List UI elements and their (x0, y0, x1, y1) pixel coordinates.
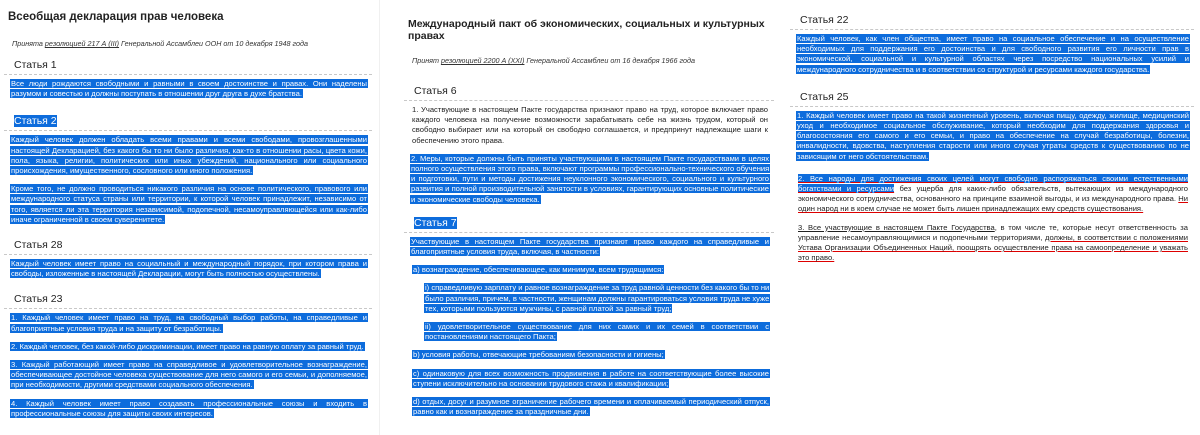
article-28-text (10, 259, 368, 279)
article-2-heading (4, 113, 372, 131)
adopted-prefix: Принят (412, 56, 441, 65)
article-7-item-c-selection[interactable]: c) одинаковую для всех возможность продвижения в работе на соответствующие более высокие ступени исключительно на основании трудового стажа и квалификации; (413, 368, 769, 388)
article-1-heading (4, 57, 372, 75)
para-3-underlined-start: 3. Все участвующие в настоящем Пакте Государства (798, 222, 995, 232)
article-6-para-1: 1. Участвующие в настоящем Пакте государства признают право на труд, которое включает право каждого человека на получение возможности зарабатывать себе на жизнь трудом, который он свободно выбирает или на который он свободно соглашается, и предпринут надлежащие шаги к обеспечению этого права. (412, 105, 768, 145)
article-23-para-3-selection[interactable]: 3. Каждый работающий имеет право на справедливое и удовлетворительное вознаграждение, обеспечивающее достойное человека существование для него самого и его семьи, и дополняемое, при необходимости, другими средствами социального обеспечения. (11, 360, 367, 390)
article-7-item-a-i-selection[interactable]: i) справедливую зарплату и равное вознаграждение за труд равной ценности без какого бы то ни было различия, причем, в частности, женщинам должны гарантироваться условия труда не хуже тех, которыми пользуются мужчины, с равной платой за равный труд; (425, 283, 770, 313)
article-23-heading (4, 291, 372, 309)
article-6-para-2-selection[interactable]: 2. Меры, которые должны быть приняты участвующими в настоящем Пакте государствами в целях полного осуществления этого права, включают программы профессионально-технического обучения и подготовки, пути и методы достижения неуклонного экономического, социального и культурного развития и полной производительной занятости в условиях, гарантирующих основные политические и экономические свободы человека. (411, 153, 770, 204)
article-22-heading (790, 12, 1194, 30)
para-3-red-must: должны (1045, 232, 1073, 242)
article-28-heading-text: Статья 28 (14, 239, 63, 252)
adopted-suffix: Генеральной Ассамблеи ООН от 10 декабря 1948 года (119, 39, 308, 48)
article-6-para-2 (410, 154, 770, 205)
resolution-link[interactable]: резолюцией 217 А (III) (44, 39, 120, 48)
para-2-underlined: Ни один народ ни в коем случае не может быть лишен принадлежащих ему средств существования. (798, 194, 1188, 214)
article-2-heading-text[interactable]: Статья 2 (14, 115, 57, 128)
article-2-para-2-selection[interactable]: Кроме того, не должно проводиться никакого различия на основе политического, правового или международного статуса страны или территории, к которой человек принадлежит, независимо от того, является ли эта территория независимой, подопечной, несамоуправляющейся или как-либо иначе ограниченной в своем суверенитете. (11, 184, 367, 224)
udhr-title: Всеобщая декларация прав человека (8, 11, 224, 23)
article-2-para-1-selection[interactable]: Каждый человек должен обладать всеми правами и всеми свободами, провозглашенными настоящей Декларацией, без какого бы то ни было различия, как-то в отношении расы, цвета кожи, пола, языка, религии, политических или иных убеждений, национального или социального происхождения, имущественного, сословного или иного положения. (11, 135, 367, 176)
icescr-panel (400, 0, 780, 435)
adopted-prefix: Принята (12, 39, 45, 48)
article-1-selection[interactable]: Все люди рождаются свободными и равными в своем достоинстве и правах. Они наделены разумом и совестью и должны поступать в отношении друг друга в духе братства. (11, 79, 367, 99)
right-panel (786, 0, 1200, 435)
article-22-selection[interactable]: Каждый человек, как член общества, имеет право на социальное обеспечение и на осуществление необходимых для поддержания его достоинства и для свободного развития его личности прав в экономической, социальной и культурной областях через посредство национальных усилий и международного сотрудничества и в соответствии со структурой и ресурсами каждого государства. (797, 34, 1189, 74)
panel-divider (379, 0, 380, 435)
article-23-para-4 (10, 399, 368, 419)
article-6-heading-text: Статья 6 (414, 85, 457, 97)
article-23-heading-text: Статья 23 (14, 293, 63, 306)
icescr-title: Международный пакт об экономических, социальных и культурных правах (408, 18, 765, 42)
article-25-para-3 (798, 223, 1188, 264)
article-7-item-b (412, 350, 770, 360)
article-23-para-3 (10, 360, 368, 391)
article-1-text (10, 79, 368, 99)
article-23-para-4-selection[interactable]: 4. Каждый человек имеет право создавать профессиональные союзы и входить в профессиональные союзы для защиты своих интересов. (11, 398, 367, 418)
para-3-red-charter: , в соответствии с положениями Устава Организации Объединенных Наций, (798, 232, 1188, 253)
article-25-heading-text: Статья 25 (800, 90, 849, 103)
article-25-heading (790, 89, 1194, 107)
article-23-para-2-selection[interactable]: 2. Каждый человек, без какой-либо дискриминации, имеет право на равную оплату за равный труд. (11, 341, 364, 351)
article-25-para-2 (798, 174, 1188, 215)
article-22-heading-text: Статья 22 (800, 14, 849, 26)
article-7-item-b-selection[interactable]: b) условия работы, отвечающие требованиям безопасности и гигиены; (413, 350, 664, 360)
article-7-item-a-ii (424, 322, 770, 342)
resolution-link[interactable]: резолюцией 2200 A (XXI) (440, 56, 525, 65)
article-7-item-a-ii-selection[interactable]: ii) удовлетворительное существование для них самих и их семей в соответствии с постановлениями настоящего Пакта; (425, 322, 769, 342)
article-23-para-1 (10, 313, 368, 333)
article-25-para-1-selection[interactable]: 1. Каждый человек имеет право на такой жизненный уровень, включая пищу, одежду, жилище, медицинский уход и необходимое социальное обслуживание, который необходим для поддержания здоровья и благосостояния его самого и его семьи, и право на обеспечение на случай безработицы, болезни, инвалидности, вдовства, наступления старости или иного случая утраты средств к существованию по не зависящим от него обстоятельствам. (797, 110, 1189, 161)
article-7-item-c (412, 369, 770, 389)
article-7-heading-text[interactable]: Статья 7 (414, 216, 457, 229)
article-23-para-1-selection[interactable]: 1. Каждый человек имеет право на труд, на свободный выбор работы, на справедливые и благоприятные условия труда и на защиту от безработицы. (11, 313, 367, 333)
article-2-para-1 (10, 135, 368, 176)
para-3-plain-1: , в том числе те, которые несут ответственность за управление несамоуправляющимися и подопечными территориями, (798, 222, 1188, 242)
article-7-intro (410, 237, 770, 257)
article-2-para-2 (10, 184, 368, 225)
para-3-red-end: поощрять осуществление права на самоопределение и уважать это право. (798, 243, 1188, 263)
article-22-text (796, 34, 1190, 75)
article-25-para-1 (796, 111, 1190, 162)
article-28-heading (4, 237, 372, 255)
article-7-item-a-i (424, 283, 770, 314)
para-2-highlight[interactable]: 2. Все народы для достижения своих целей могут свободно распоряжаться своими естественными богатствами и ресурсами (798, 173, 1188, 194)
para-2-plain: без ущерба для каких-либо обязательств, вытекающих из международного экономического сотрудничества, основанного на принципе взаимной выгоды, и из международного права. (798, 184, 1188, 204)
udhr-panel (0, 0, 378, 435)
adopted-suffix: Генеральной Ассамблеи от 16 декабря 1966 года (524, 56, 695, 65)
article-7-item-a (412, 265, 770, 275)
article-7-item-d (412, 397, 770, 417)
article-6-heading (404, 83, 774, 101)
article-23-para-2 (10, 342, 368, 352)
article-7-item-d-selection[interactable]: d) отдых, досуг и разумное ограничение рабочего времени и оплачиваемый периодический отпуск, равно как и вознаграждение за праздничные дни. (413, 397, 769, 417)
article-1-heading-text: Статья 1 (14, 59, 57, 71)
udhr-adopted-line (12, 39, 378, 48)
article-7-item-a-selection[interactable]: а) вознаграждение, обеспечивающее, как минимум, всем трудящимся: (413, 265, 664, 275)
article-7-heading (404, 215, 774, 233)
article-7-intro-selection[interactable]: Участвующие в настоящем Пакте государства признают право каждого на справедливые и благоприятные условия труда, включая, в частности: (411, 236, 769, 257)
icescr-adopted-line (412, 56, 780, 65)
article-28-selection[interactable]: Каждый человек имеет право на социальный и международный порядок, при котором права и свободы, изложенные в настоящей Декларации, могут быть полностью осуществлены. (11, 259, 367, 279)
